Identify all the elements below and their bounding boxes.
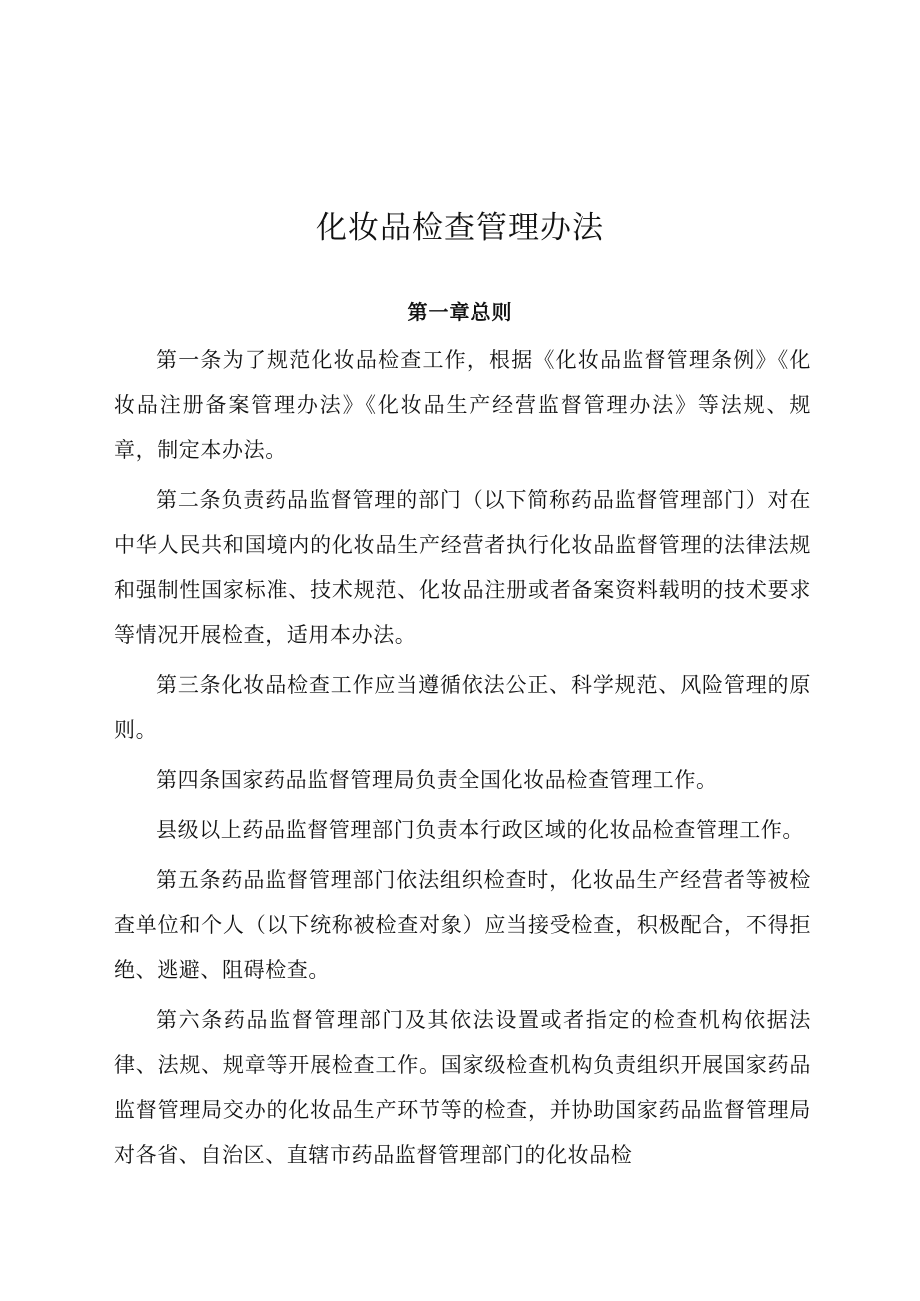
article-2: 第二条负责药品监督管理的部门（以下简称药品监督管理部门）对在中华人民共和国境内的化妆品生产经营者执行化妆品监督管理的法律法规和强制性国家标准、技术规范、化妆品注册或者备案资料载明的技术要求等情况开展检查，适用本办法。: [114, 488, 811, 647]
article-4: 第四条国家药品监督管理局负责全国化妆品检查管理工作。: [156, 768, 718, 792]
document-title: 化妆品检查管理办法: [316, 210, 604, 246]
document-body: [114, 338, 811, 1183]
chapter-heading: 第一章总则: [407, 300, 513, 324]
article-5: 第五条药品监督管理部门依法组织检查时，化妆品生产经营者等被检查单位和个人（以下统称被检查对象）应当接受检查，积极配合，不得拒绝、逃避、阻碍检查。: [114, 868, 811, 982]
article-6: 第六条药品监督管理部门及其依法设置或者指定的检查机构依据法律、法规、规章等开展检查工作。国家级检查机构负责组织开展国家药品监督管理局交办的化妆品生产环节等的检查，并协助国家药品监督管理局对各省、自治区、直辖市药品监督管理部门的化妆品检: [114, 1008, 811, 1167]
article-3: 第三条化妆品检查工作应当遵循依法公正、科学规范、风险管理的原则。: [114, 673, 811, 742]
article-4-clause-2: 县级以上药品监督管理部门负责本行政区域的化妆品检查管理工作。: [156, 818, 804, 842]
article-1: 第一条为了规范化妆品检查工作，根据《化妆品监督管理条例》《化妆品注册备案管理办法》《化妆品生产经营监督管理办法》等法规、规章，制定本办法。: [114, 348, 811, 462]
